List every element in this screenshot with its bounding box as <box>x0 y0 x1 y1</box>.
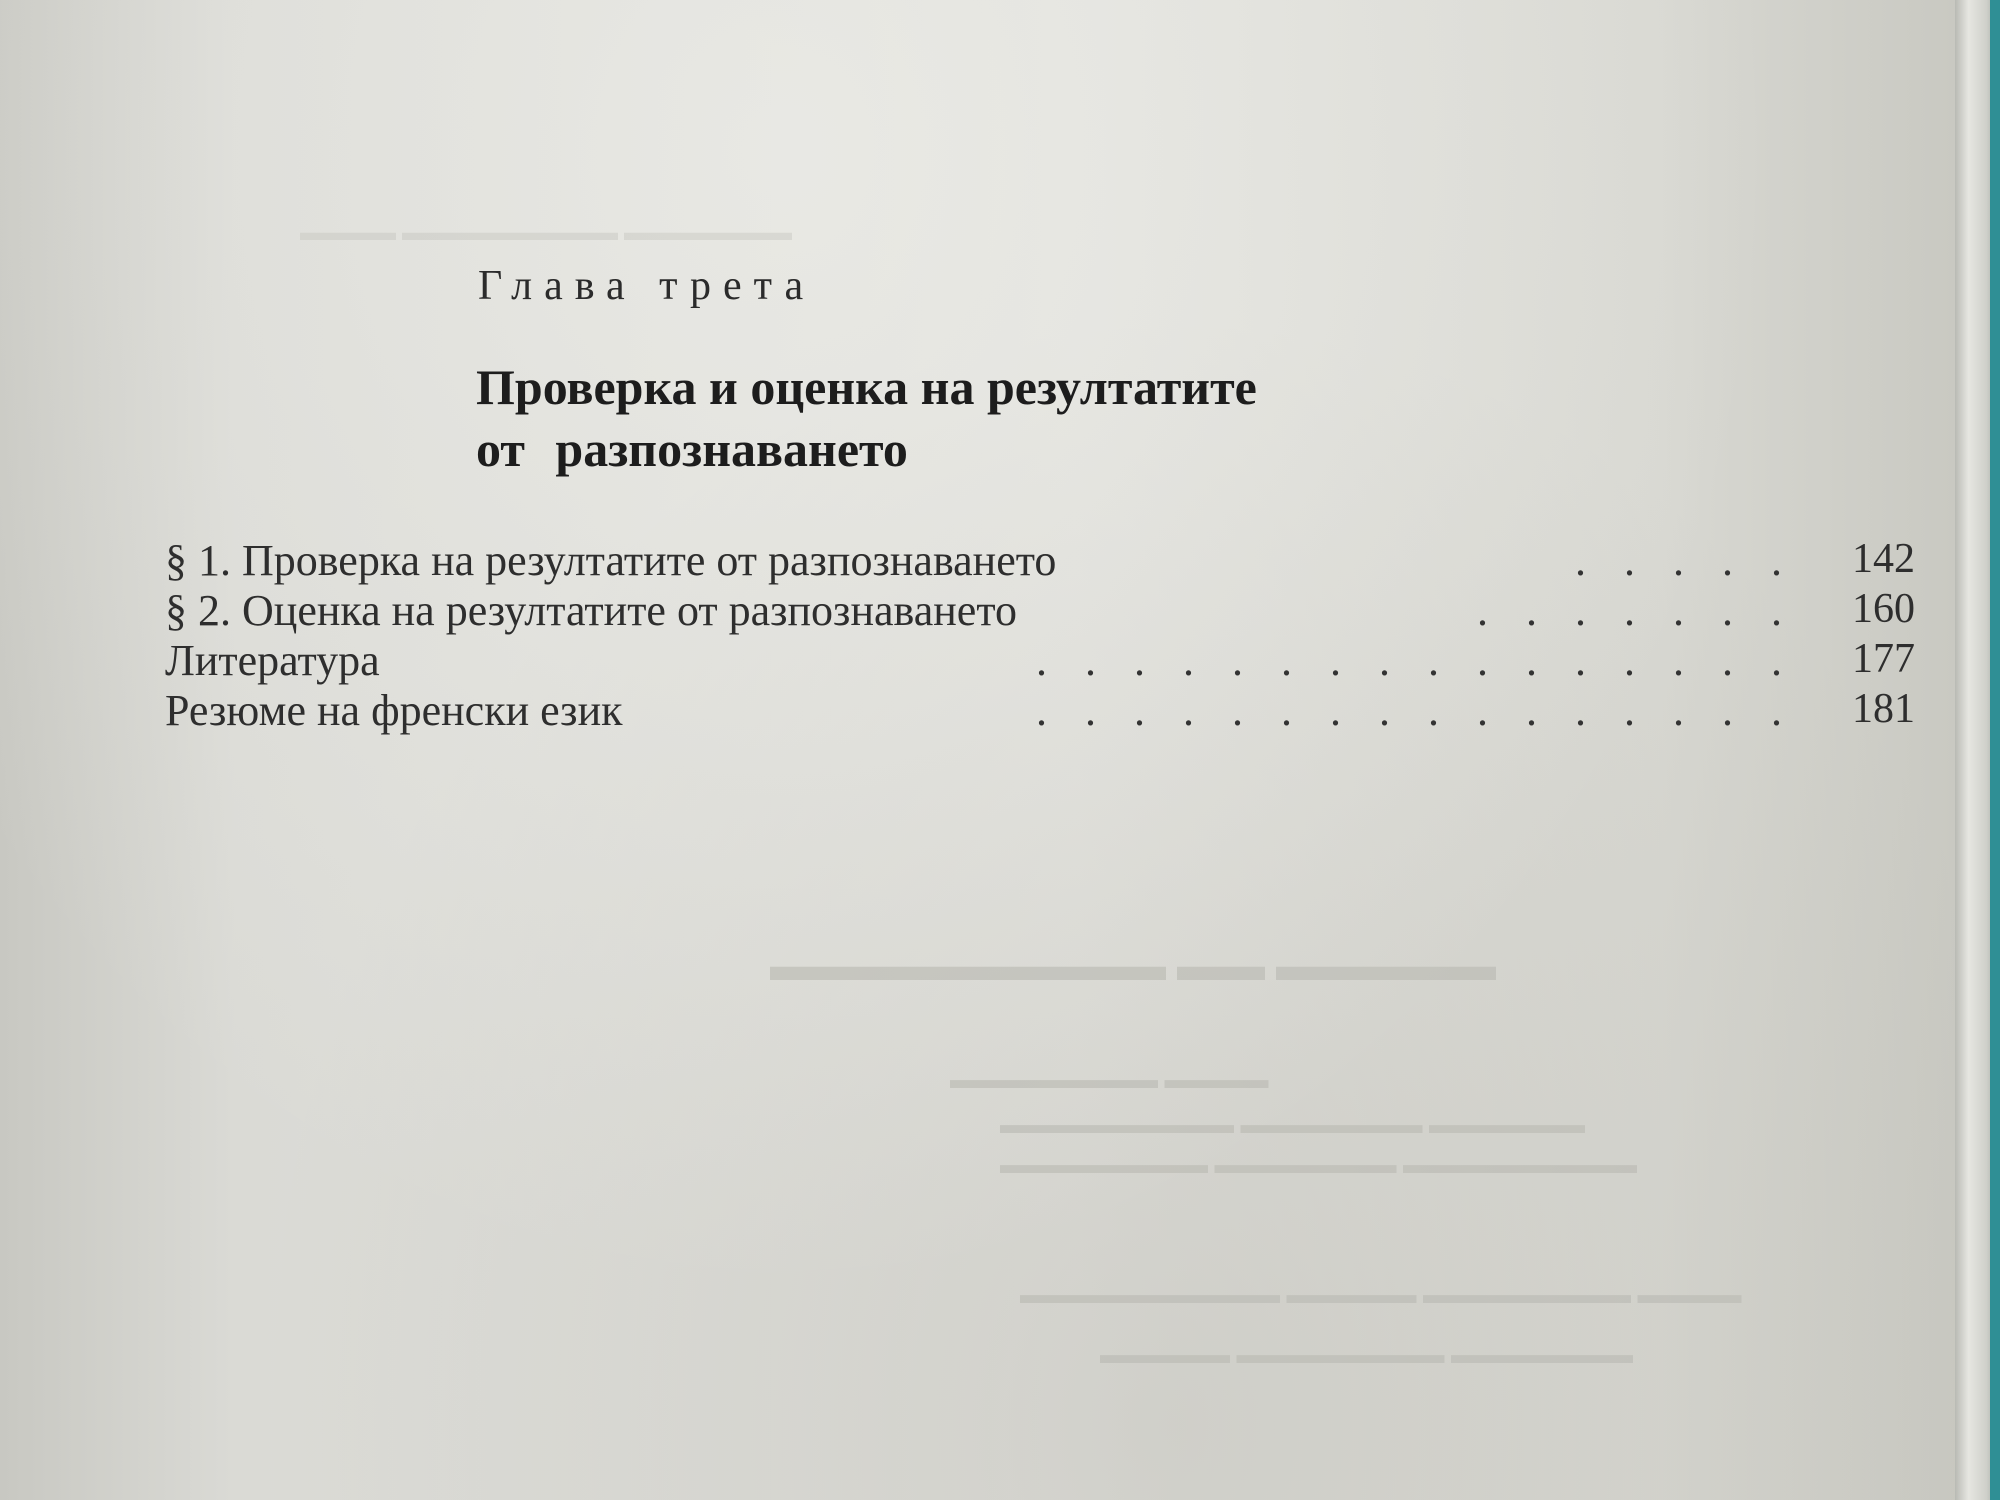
show-through-text: ▬▬▬▬ ▬▬▬▬▬▬▬▬ <box>950 1065 1269 1094</box>
chapter-label: Глава трета <box>478 263 816 309</box>
toc-entry <box>165 635 1915 685</box>
show-through-text: ▬▬▬▬ ▬▬▬▬▬▬▬▬ ▬▬▬▬▬ ▬▬▬▬▬▬▬▬▬▬ <box>1020 1280 1742 1309</box>
toc-entry-label: § 2. Оценка на резултатите от разпознаването <box>165 586 1017 635</box>
chapter-title-line1: Проверка и оценка на резултатите <box>476 359 1257 415</box>
toc-entry-label: Резюме на френски език <box>165 686 623 735</box>
toc-entry <box>165 585 1915 635</box>
toc-entry-label: Литература <box>165 636 380 685</box>
chapter-title-line2: от разпознаването <box>476 421 908 477</box>
toc-entry-page: 142 <box>1852 536 1915 582</box>
toc-entry <box>165 685 1915 735</box>
show-through-text: ▬▬▬▬▬▬▬ ▬▬▬▬▬▬▬▬ ▬▬▬▬▬ <box>1100 1340 1633 1369</box>
toc-entry-page: 160 <box>1852 586 1915 632</box>
toc-leader-dots: ................ <box>1036 686 1820 735</box>
show-through-text: ▬▬▬▬▬ ▬▬ ▬▬▬▬▬▬▬▬▬ <box>770 941 1496 990</box>
show-through-text: ▬▬▬▬▬▬▬▬▬ ▬▬▬▬▬▬▬ ▬▬▬▬▬▬▬▬ <box>1000 1150 1637 1179</box>
toc-entry <box>165 535 1915 585</box>
toc-leader-dots: ..... <box>1575 536 1820 585</box>
show-through-text: ▬▬▬▬▬▬▬ ▬▬▬▬▬▬▬▬▬ ▬▬▬▬ <box>300 220 792 246</box>
toc-entry-label: § 1. Проверка на резултатите от разпознаването <box>165 536 1057 585</box>
toc-leader-dots: ................ <box>1036 636 1820 685</box>
toc-entry-page: 177 <box>1852 636 1915 682</box>
toc-entry-page: 181 <box>1852 686 1915 732</box>
show-through-text: ▬▬▬▬▬▬ ▬▬▬▬▬▬▬ ▬▬▬▬▬▬▬▬▬ <box>1000 1110 1585 1139</box>
cover-edge <box>1990 0 2000 1500</box>
toc-leader-dots: ....... <box>1477 586 1820 635</box>
